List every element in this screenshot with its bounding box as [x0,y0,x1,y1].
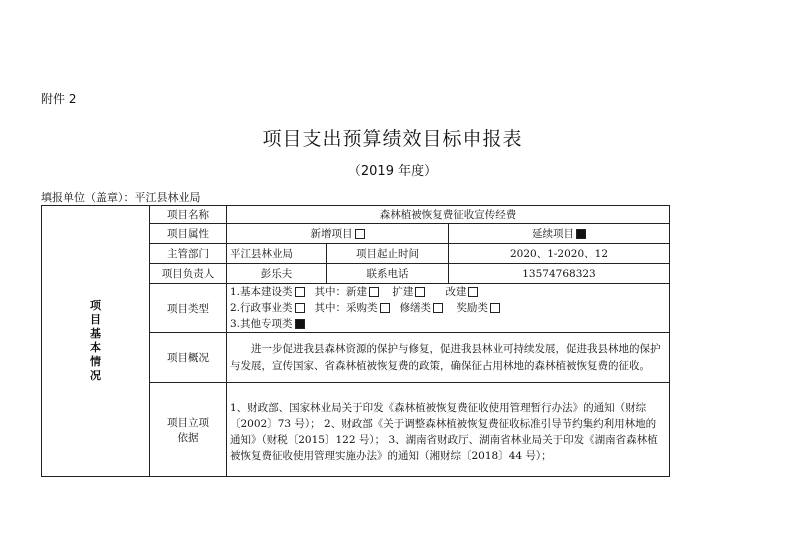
project-info-table [41,205,670,477]
type-expand-checkbox[interactable] [415,287,425,297]
project-name-value: 森林植被恢复费征收宣传经费 [227,206,670,224]
dept-label: 主管部门 [150,244,227,264]
basis-text: 1、财政部、国家林业局关于印发《森林植被恢复费征收使用管理暂行办法》的通知（财综〔2002〕73 号）； 2、财政部《关于调整森林植被恢复费征收标准引导节约集约利用林地的通知》（财税〔2015〕122 号）； 3、湖南省财政厅、湖南省林业局关于印发《湖南省森林植被恢复费征收使用管理实施办法》的通知（湘财综〔2018〕44 号）； [227,383,670,477]
dept-value: 平江县林业局 [227,244,327,264]
type-options: 1.基本建设类 其中：新建 扩建 改建 2.行政事业类 其中：采购类 修缮类 奖励类 3.其他专项类 [227,284,670,333]
attr-continue-option[interactable]: 延续项目 [449,224,670,244]
leader-value: 彭乐夫 [227,264,327,284]
year-label: （2019 年度） [347,164,438,179]
page-title: 项目支出预算绩效目标申报表 [262,128,523,150]
phone-value: 13574768323 [449,264,670,284]
project-name-label: 项目名称 [150,206,227,224]
period-label: 项目起止时间 [327,244,449,264]
overview-label: 项目概况 [150,333,227,383]
leader-label: 项目负责人 [150,264,227,284]
type-new-build-checkbox[interactable] [369,287,379,297]
type-reward-checkbox[interactable] [490,303,500,313]
period-value: 2020、1-2020、12 [449,244,670,264]
type-repair-checkbox[interactable] [433,303,443,313]
project-attr-label: 项目属性 [150,224,227,244]
type-label: 项目类型 [150,284,227,333]
phone-label: 联系电话 [327,264,449,284]
overview-text: 进一步促进我县森林资源的保护与修复，促进我县林业可持续发展，促进我县林地的保护与发展，宣传国家、省森林植被恢复费的政策，确保征占用林地的森林植被恢复费的征收。 [227,333,670,383]
attr-continue-checkbox[interactable] [576,229,586,239]
attachment-label: 附件 2 [41,92,77,106]
type-rebuild-checkbox[interactable] [468,287,478,297]
filling-unit-label: 填报单位（盖章）：平江县林业局 [41,191,201,204]
attr-new-option[interactable]: 新增项目 [227,224,449,244]
attr-new-checkbox[interactable] [355,229,365,239]
basis-label: 项目立项 依据 [150,383,227,477]
type-admin-checkbox[interactable] [295,303,305,313]
type-basic-checkbox[interactable] [295,287,305,297]
type-purchase-checkbox[interactable] [380,303,390,313]
type-other-checkbox[interactable] [295,319,305,329]
section-title: 项 目 基 本 情 况 [42,206,150,477]
